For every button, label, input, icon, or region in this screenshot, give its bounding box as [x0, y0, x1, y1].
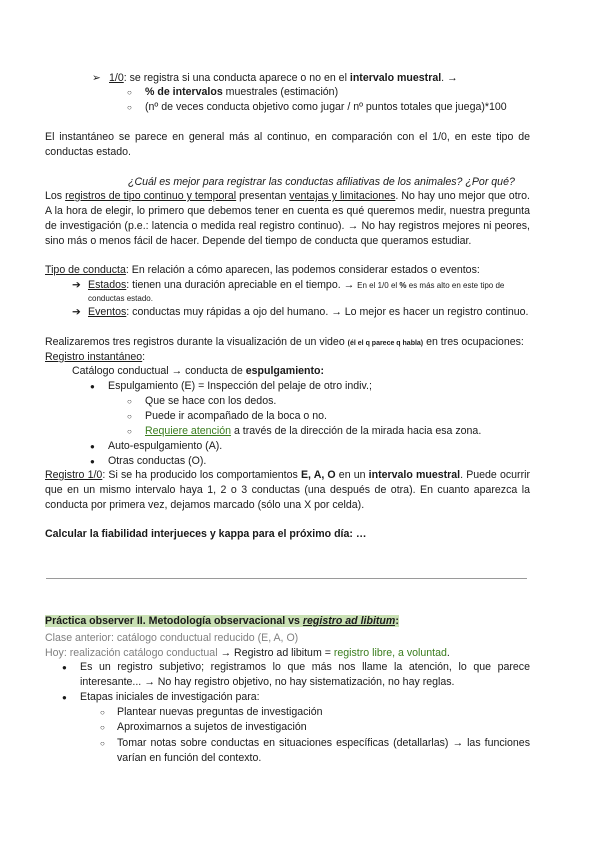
- esp-detail-3: [145, 424, 481, 438]
- subjetivo-line-cont: interesante... → No hay registro objetivo, no hay sistematización, no hay reglas.: [80, 676, 455, 688]
- espulgamiento-line: Espulgamiento (E) = Inspección del pelaje de otro indiv.;: [108, 380, 372, 392]
- esp-detail-2: Puede ir acompañado de la boca o no.: [145, 410, 327, 422]
- text: ventajas y limitaciones: [289, 190, 396, 202]
- etapas-line: Etapas iniciales de investigación para:: [80, 691, 260, 703]
- registro-instantaneo-heading: [45, 350, 145, 364]
- text: : conductas muy rápidas a ojo del humano. → Lo mejor es hacer un registro continuo.: [126, 306, 529, 318]
- auto-espulgamiento-line: Auto-espulgamiento (A).: [108, 440, 223, 452]
- text: . →: [441, 72, 458, 84]
- text: : En relación a cómo aparecen, las podemos considerar estados o eventos:: [125, 264, 480, 276]
- subjetivo-line: Es un registro subjetivo; registramos lo que más nos llame la atención, lo que parece: [80, 661, 530, 673]
- text: intervalo muestral: [368, 469, 461, 481]
- arrow-icon: ➔: [72, 279, 81, 291]
- registros-paragraph: [45, 189, 530, 249]
- text: intervalo muestral: [349, 72, 442, 84]
- text: Registro 1/0: [45, 469, 103, 481]
- intervalos-line: [145, 85, 338, 99]
- text: registro ad libitum: [302, 615, 396, 627]
- instantaneo-paragraph: El instantáneo se parece en general más al continuo, en comparación con el 1/0, en este tipo de conductas estado.: [45, 131, 530, 158]
- text: . Puede ocurrir: [460, 469, 530, 481]
- text: en un: [335, 469, 369, 481]
- circle-bullet-icon: ○: [127, 427, 132, 436]
- etapa-2: Aproximarnos a sujetos de investigación: [117, 721, 307, 733]
- text: E, A, O: [300, 469, 336, 481]
- text: En el 1/0 el: [357, 281, 400, 290]
- question-heading: ¿Cuál es mejor para registrar las conductas afiliativas de los animales? ¿Por qué?: [128, 176, 515, 188]
- dot-bullet-icon: ●: [90, 382, 95, 391]
- text: es más alto en este tipo de: [406, 281, 505, 290]
- text: a través de la dirección de la mirada hacia esa zona.: [231, 425, 482, 437]
- text: que en un mismo intervalo haya 1, 2 o 3 conductas (una después de otra). En cuanto aparezca la conducta por primera vez, dejamos marcado (sólo una X por celda).: [45, 484, 530, 511]
- text: :: [395, 615, 399, 627]
- text: %: [399, 281, 407, 290]
- estados-line: [88, 278, 504, 293]
- circle-bullet-icon: ○: [127, 397, 132, 406]
- catalogo-line: [72, 364, 324, 378]
- calcular-line: Calcular la fiabilidad interjueces y kappa para el próximo día: …: [45, 528, 367, 540]
- text: → Registro ad libitum =: [220, 647, 334, 659]
- esp-detail-1: Que se hace con los dedos.: [145, 395, 277, 407]
- dot-bullet-icon: ●: [62, 693, 67, 702]
- link-1-0: 1/0: [109, 72, 124, 84]
- circle-bullet-icon: ○: [127, 103, 132, 112]
- text: : se registra si una conducta aparece o no en el: [123, 72, 350, 84]
- circle-bullet-icon: ○: [100, 739, 105, 748]
- text: presentan: [236, 190, 290, 202]
- text: registro libre, a voluntad: [333, 647, 447, 659]
- circle-bullet-icon: ○: [100, 708, 105, 717]
- arrow-bullet-icon: ➢: [92, 72, 101, 84]
- registro-1-0-paragraph: [45, 468, 530, 513]
- arrow-icon: ➔: [72, 306, 81, 318]
- text: en tres ocupaciones:: [423, 336, 524, 348]
- text: Los: [45, 190, 66, 202]
- text: Registro instantáneo: [45, 351, 143, 363]
- etapa-3-cont: varían en función del contexto.: [117, 752, 262, 764]
- text: (él el q parece q habla): [347, 340, 424, 347]
- text: Requiere atención: [145, 425, 231, 437]
- eventos-line: [88, 305, 528, 319]
- clase-anterior-line: Clase anterior: catálogo conductual reducido (E, A, O): [45, 632, 299, 644]
- text: Estados: [88, 279, 127, 291]
- text: : Si se ha producido los comportamientos: [102, 469, 301, 481]
- etapa-1: Plantear nuevas preguntas de investigación: [117, 706, 323, 718]
- text: Catálogo conductual → conducta de: [72, 365, 246, 377]
- dot-bullet-icon: ●: [62, 663, 67, 672]
- etapa-3: Tomar notas sobre conductas en situaciones específicas (detallarlas) → las funciones: [117, 737, 530, 749]
- estados-line-cont: conductas estado.: [88, 294, 153, 303]
- circle-bullet-icon: ○: [127, 88, 132, 97]
- text: Tipo de conducta: [45, 264, 126, 276]
- text: Eventos: [88, 306, 127, 318]
- text: Realizaremos tres registros durante la visualización de un video: [45, 336, 348, 348]
- text: :: [142, 351, 146, 363]
- text: . No hay uno mejor que otro. A la hora de elegir, lo primero que debemos tener en cuenta es qué queremos medir, nuestra pregunta de investigación (p.e.: latencia o medida real registro continuo). → No hay registros mejores ni peores, sino más o menos fácil de hacer. Depende del tiempo de conducta que queramos estudiar.: [45, 190, 530, 247]
- registro-1-0-line: [109, 71, 458, 85]
- text: Hoy: realización catálogo conductual: [45, 647, 221, 659]
- text: registros de tipo continuo y temporal: [65, 190, 237, 202]
- text: % de: [145, 86, 173, 98]
- tipo-conducta-line: [45, 263, 480, 277]
- hoy-line: [45, 646, 450, 660]
- text: intervalos: [172, 86, 223, 98]
- dot-bullet-icon: ●: [90, 457, 95, 466]
- text: espulgamiento:: [245, 365, 325, 377]
- circle-bullet-icon: ○: [100, 723, 105, 732]
- text: : tienen una duración apreciable en el tiempo. →: [126, 279, 358, 291]
- dot-bullet-icon: ●: [90, 442, 95, 451]
- realizaremos-line: [45, 335, 524, 351]
- formula-line: (nº de veces conducta objetivo como jugar / nº puntos totales que juega)*100: [145, 101, 507, 113]
- text: Práctica observer II. Metodología observacional vs: [45, 615, 303, 627]
- otras-conductas-line: Otras conductas (O).: [108, 455, 207, 467]
- circle-bullet-icon: ○: [127, 412, 132, 421]
- practica-heading: [45, 614, 399, 628]
- section-divider: [46, 578, 527, 579]
- text: muestrales (estimación): [222, 86, 339, 98]
- text: .: [446, 647, 450, 659]
